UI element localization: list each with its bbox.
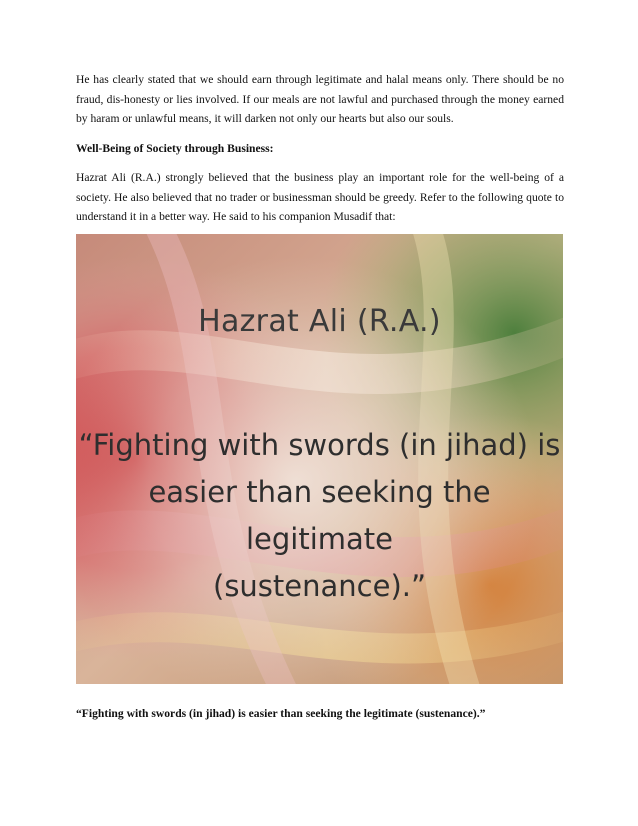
image-quote	[76, 422, 563, 610]
image-quote-line-2: easier than seeking the legitimate	[148, 475, 491, 556]
document-body	[76, 70, 564, 227]
quote-caption: “Fighting with swords (in jihad) is easier than seeking the legitimate (sustenance).”	[76, 707, 486, 720]
quote-image	[76, 234, 563, 684]
intro-paragraph: He has clearly stated that we should earn through legitimate and halal means only. There should be no fraud, dis-honesty or lies involved. If our meals are not lawful and purchased through the money earned by haram or unlawful means, it will darken not only our hearts but also our souls.	[76, 73, 564, 125]
image-quote-line-1: “Fighting with swords (in jihad) is	[78, 428, 561, 462]
image-title: Hazrat Ali (R.A.)	[198, 304, 441, 339]
section-heading: Well-Being of Society through Business:	[76, 141, 274, 155]
body-paragraph: Hazrat Ali (R.A.) strongly believed that the business play an important role for the well-being of a society. He also believed that no trader or businessman should be greedy. Refer to the following quote to understand it in a better way. He said to his companion Musadif that:	[76, 171, 564, 223]
image-quote-line-3: (sustenance).”	[213, 569, 426, 603]
